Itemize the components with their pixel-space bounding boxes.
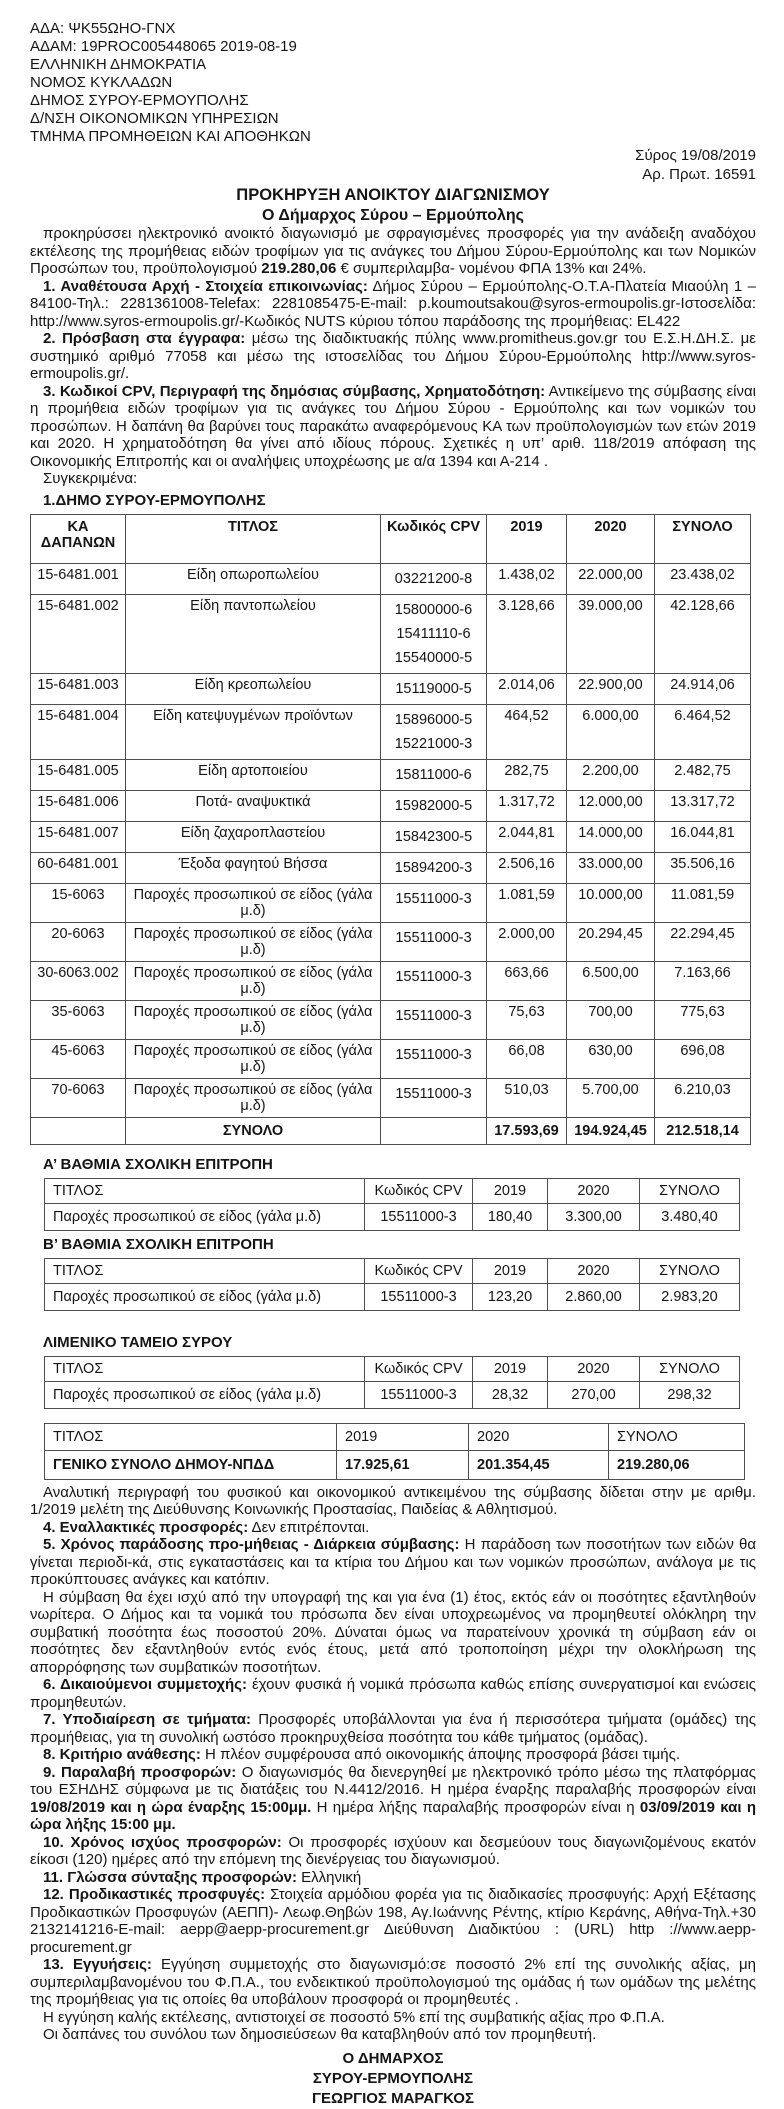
section-5 (30, 1536, 756, 1589)
table-cell (381, 759, 487, 790)
section-12 (30, 1886, 756, 1956)
column-header: ΣΥΝΟΛΟ (640, 1356, 740, 1381)
study-reference-paragraph (30, 1484, 756, 1519)
section-3 (30, 383, 756, 471)
document-subtitle: Ο Δήμαρχος Σύρου – Ερμούπολης (262, 207, 524, 224)
table-cell: Παροχές προσωπικού σε είδος (γάλα μ.δ) (126, 961, 381, 1000)
table-row (31, 922, 751, 961)
table-cell: 15-6481.003 (31, 673, 126, 704)
section-11 (30, 1869, 756, 1887)
table-cell: 700,00 (567, 1000, 655, 1039)
cpv-code: 15511000-3 (395, 890, 472, 907)
bold-text: 219.280,06 (261, 260, 337, 277)
table-cell: 42.128,66 (655, 594, 751, 673)
text: € συμπεριλαμβα- νομένου ΦΠΑ 13% και 24%. (336, 260, 647, 277)
table-cell: Παροχές προσωπικού σε είδος (γάλα μ.δ) (45, 1381, 365, 1408)
text: Οι δαπάνες του συνόλου των δημοσιεύσεων θα καταβληθούν από τον προμηθευτή. (43, 2026, 597, 2043)
text: Δήμος Σύρου – Ερμούπολης-Ο.Τ.Α-Πλατεία Μιαούλη 1 –84100-Τηλ.: 2281361008-Telefax: 2281085475-E-mail: p.koumoutsakou@syros-ermoupolis.gr-Ιστοσελίδα: http://www.syros-ermoupolis.gr/-Κωδικός NUTS κύριου τόπου παράδοσης της προμήθειας: EL422 (30, 277, 756, 330)
table-cell: 17.925,61 (337, 1450, 469, 1479)
table-cell: 75,63 (487, 1000, 567, 1039)
column-header: 2019 (473, 1258, 548, 1283)
cpv-code: 15811000-6 (395, 766, 472, 783)
table-cell: 30-6063.002 (31, 961, 126, 1000)
text: Δεν επιτρέπονται. (248, 1518, 370, 1536)
table-cell (31, 1117, 126, 1144)
table-row (31, 883, 751, 922)
header-row (45, 1423, 745, 1450)
cpv-code: 15982000-5 (394, 797, 473, 814)
table-cell: 194.924,45 (567, 1117, 655, 1144)
table-row (31, 563, 751, 594)
section-2 (30, 330, 756, 383)
table-cell (381, 922, 487, 961)
section-1 (30, 278, 756, 331)
table-cell: 15-6063 (31, 883, 126, 922)
table-cell: 15511000-3 (365, 1203, 473, 1230)
table-cell: 1.317,72 (487, 790, 567, 821)
section-8 (30, 1746, 756, 1764)
section-7 (30, 1711, 756, 1746)
table-cell: 696,08 (655, 1039, 751, 1078)
section-10 (30, 1834, 756, 1869)
table-cell: 270,00 (548, 1381, 640, 1408)
table-cell (381, 790, 487, 821)
text: Εγγύηση συμμετοχής στο διαγωνισμό:σε ποσοστό 2% επί της συνολικής αξίας, μη συμπεριλαμβανομένου του Φ.Π.Α., του ενδεικτικού προϋπολογισμού της ομάδας ή των ομάδων της μελέτης της προμήθειας για τις οποίες θα υποβάλουν προσφορά οι προμηθευτές . (30, 1956, 756, 2008)
table-cell: 15511000-3 (365, 1283, 473, 1310)
column-header: Κωδικός CPV (381, 514, 487, 563)
section-4 (30, 1519, 756, 1537)
table-cell: Είδη κατεψυγμένων προϊόντων (126, 704, 381, 759)
port-fund-table (44, 1356, 740, 1409)
column-header: 2019 (487, 514, 567, 563)
table-cell (381, 961, 487, 1000)
text: προκηρύσσει ηλεκτρονικό ανοικτό διαγωνισμό με σφραγισμένες προσφορές για την ανάδειξη αναδόχου εκτέλεσης της προμήθειας ειδών τροφίμων για τις ανάγκες του Δήμου Σύρου-Ερμούπολης και των Νομικών Προσώπων του, προϋπολογισμού (30, 225, 756, 277)
table-cell (381, 1078, 487, 1117)
table-cell: 20.294,45 (567, 922, 655, 961)
text: Οι προσφορές ισχύουν και δεσμεύουν τους διαγωνιζομένους εκατόν είκοσι (120) ημέρες από την επόμενη της διενέργειας του διαγωνισμού. (30, 1833, 757, 1868)
cpv-code: 15540000-5 (394, 649, 473, 666)
table-cell: ΣΥΝΟΛΟ (126, 1117, 381, 1144)
table-row (31, 759, 751, 790)
table-cell: 12.000,00 (567, 790, 655, 821)
table-row (31, 673, 751, 704)
table-row (31, 790, 751, 821)
table-row (45, 1381, 740, 1408)
table-cell (381, 1000, 487, 1039)
table-cell: 22.294,45 (655, 922, 751, 961)
cpv-code: 15511000-3 (395, 1085, 472, 1102)
column-header: 2020 (469, 1423, 609, 1450)
table-row (31, 961, 751, 1000)
table-cell: 180,40 (473, 1203, 548, 1230)
table-cell: 3.300,00 (548, 1203, 640, 1230)
table-cell: 15-6481.007 (31, 821, 126, 852)
signature-name: ΓΕΩΡΓΙΟΣ ΜΑΡΑΓΚΟΣ (312, 2089, 474, 2107)
header-row (45, 1356, 740, 1381)
table-cell: 2.482,75 (655, 759, 751, 790)
table-cell: Παροχές προσωπικού σε είδος (γάλα μ.δ) (126, 1000, 381, 1039)
column-header: ΣΥΝΟΛΟ (640, 1258, 740, 1283)
table-cell: 630,00 (567, 1039, 655, 1078)
table-cell: 219.280,06 (609, 1450, 745, 1479)
primary-school-committee-table (44, 1178, 740, 1231)
cpv-code: 15119000-5 (395, 680, 472, 697)
text: Ελληνική (296, 1868, 362, 1886)
table-cell: Παροχές προσωπικού σε είδος (γάλα μ.δ) (45, 1283, 365, 1310)
table-cell: 15-6481.004 (31, 704, 126, 759)
column-header: Κωδικός CPV (365, 1356, 473, 1381)
table-cell: 24.914,06 (655, 673, 751, 704)
secondary-school-committee-table (44, 1258, 740, 1311)
table-cell: 35-6063 (31, 1000, 126, 1039)
table-cell (381, 594, 487, 673)
table-cell: 2.200,00 (567, 759, 655, 790)
table-cell: 39.000,00 (567, 594, 655, 673)
table-cell: Παροχές προσωπικού σε είδος (γάλα μ.δ) (126, 883, 381, 922)
text: Η παράδοση των ποσοτήτων των ειδών θα γίνεται περιοδι-κά, στις εγκαταστάσεις και τα κτίρια του Δήμου και των νομικών προσώπων, ανάλογα με τις προκύπτουσες ανάγκες και κατόπιν. (30, 1536, 756, 1588)
table-cell: 6.464,52 (655, 704, 751, 759)
bold-text: 4. Εναλλακτικές προσφορές: (43, 1518, 249, 1536)
bold-text: 2. Πρόσβαση στα έγγραφα: (43, 330, 246, 347)
table-cell (381, 821, 487, 852)
bold-text: 10. Χρόνος ισχύος προσφορών: (43, 1833, 282, 1851)
text: Ο διαγωνισμός θα διενεργηθεί με ηλεκτρονικό τρόπο μέσω της πλατφόρμας του ΕΣΗΔΗΣ σύμφωνα με τις διατάξεις του Ν.4412/2016. Η ημέρα έναρξης παραλαβής προσφορών είναι (30, 1763, 757, 1798)
text: Προσφορές υποβάλλονται για ένα ή περισσότερα τμήματα (ομάδες) της προμήθειας, για τη συνολική ωστόσο προκηρυχθείσα ποσότητα του κάθε τμήματος (ομάδας). (30, 1711, 756, 1746)
cpv-code: 03221200-8 (394, 570, 473, 587)
column-header: Κωδικός CPV (365, 1178, 473, 1203)
bold-text: 3. Κωδικοί CPV, Περιγραφή της δημόσιας σύμβασης, Χρηματοδότηση: (43, 382, 546, 400)
section-5-continued (30, 1589, 756, 1677)
org-line-prefecture: ΝΟΜΟΣ ΚΥΚΛΑΔΩΝ (30, 74, 173, 91)
table-row (31, 1000, 751, 1039)
cpv-code: 15511000-3 (395, 1007, 472, 1024)
table-cell (381, 704, 487, 759)
signature-block (30, 2049, 756, 2109)
table-row (31, 1078, 751, 1117)
port-fund-heading: ΛΙΜΕΝΙΚΟ ΤΑΜΕΙΟ ΣΥΡΟΥ (43, 1333, 233, 1351)
section-6 (30, 1676, 756, 1711)
table-cell: 1.081,59 (487, 883, 567, 922)
table-row (31, 821, 751, 852)
table-cell: 775,63 (655, 1000, 751, 1039)
text: Αναλυτική περιγραφή του φυσικού και οικονομικού αντικειμένου της σύμβασης δίδεται στην με αριθμ. 1/2019 μελέτη της Διεύθυνσης Κοινωνικής Προστασίας, Παιδείας & Αθλητισμού. (30, 1483, 756, 1518)
table-cell: 10.000,00 (567, 883, 655, 922)
table-cell: 15-6481.006 (31, 790, 126, 821)
bold-text: 11. Γλώσσα σύνταξης προσφορών: (43, 1868, 297, 1886)
table-cell: 510,03 (487, 1078, 567, 1117)
column-header: 2020 (548, 1356, 640, 1381)
table-cell: 2.983,20 (640, 1283, 740, 1310)
table-cell: Είδη οπωροπωλείου (126, 563, 381, 594)
bold-text: 19/08/2019 και η ώρα έναρξης 15:00μμ. (30, 1798, 312, 1816)
table-cell: 464,52 (487, 704, 567, 759)
bold-text: 9. Παραλαβή προσφορών: (43, 1763, 237, 1781)
column-header: 2020 (548, 1258, 640, 1283)
table-cell: 15511000-3 (365, 1381, 473, 1408)
table-cell: 282,75 (487, 759, 567, 790)
table-cell: 3.480,40 (640, 1203, 740, 1230)
intro-paragraph (30, 225, 756, 278)
column-header: ΣΥΝΟΛΟ (609, 1423, 745, 1450)
bold-text: 03/09/2019 και η ώρα λήξης 15:00 μμ. (30, 1798, 757, 1833)
cpv-code: 15511000-3 (395, 1046, 472, 1063)
column-header: 2019 (337, 1423, 469, 1450)
bold-text: 1. Αναθέτουσα Αρχή - Στοιχεία επικοινωνίας: (43, 277, 368, 295)
bold-text: 7. Υποδιαίρεση σε τμήματα: (43, 1711, 251, 1728)
table-cell: Παροχές προσωπικού σε είδος (γάλα μ.δ) (126, 1039, 381, 1078)
table-cell: 2.000,00 (487, 922, 567, 961)
table-cell: 35.506,16 (655, 852, 751, 883)
bold-text: 12. Προδικαστικές προσφυγές: (43, 1886, 266, 1903)
cpv-code: 15221000-3 (394, 735, 473, 752)
table-row (45, 1203, 740, 1230)
table-cell (381, 852, 487, 883)
section-13-publication-costs (30, 2026, 756, 2044)
table-cell: 15-6481.005 (31, 759, 126, 790)
column-header: 2019 (473, 1178, 548, 1203)
table-cell: 13.317,72 (655, 790, 751, 821)
text: μέσω της διαδικτυακής πύλης www.promitheus.gov.gr του Ε.Σ.Η.ΔΗ.Σ. με συστημικό αριθμό 77058 και μέσω της ιστοσελίδας του Δήμου Σύρου-Ερμούπολης http://www.syros-ermoupolis.gr/. (30, 330, 756, 382)
table-cell: 15-6481.002 (31, 594, 126, 673)
table-cell: Έξοδα φαγητού Βήσσα (126, 852, 381, 883)
org-line-directorate: Δ/ΝΣΗ ΟΙΚΟΝΟΜΙΚΩΝ ΥΠΗΡΕΣΙΩΝ (30, 110, 279, 127)
table-row (31, 1039, 751, 1078)
header-row (31, 514, 751, 563)
signature-role: Ο ΔΗΜΑΡΧΟΣ (342, 2049, 444, 2067)
org-line-department: ΤΜΗΜΑ ΠΡΟΜΗΘΕΙΩΝ ΚΑΙ ΑΠΟΘΗΚΩΝ (30, 128, 311, 145)
header-row (45, 1178, 740, 1203)
table-cell: 11.081,59 (655, 883, 751, 922)
cpv-code: 15511000-3 (395, 929, 472, 946)
secondary-school-committee-heading: Β’ ΒΑΘΜΙΑ ΣΧΟΛΙΚΗ ΕΠΙΤΡΟΠΗ (43, 1235, 274, 1253)
table-cell (381, 673, 487, 704)
table-cell: 17.593,69 (487, 1117, 567, 1144)
table-cell: Είδη αρτοποιείου (126, 759, 381, 790)
table-cell: 123,20 (473, 1283, 548, 1310)
column-header: ΤΙΤΛΟΣ (45, 1356, 365, 1381)
table-cell: 6.500,00 (567, 961, 655, 1000)
section-13-good-execution (30, 2009, 756, 2027)
table-row (45, 1283, 740, 1310)
table-cell: Είδη ζαχαροπλαστείου (126, 821, 381, 852)
text: Αντικείμενο της σύμβασης είναι η προμήθεια ειδών τροφίμων για τις ανάγκες του Δήμου Σύρου - Ερμούπολης και των νομικών του προσώπων. Η δαπάνη θα βαρύνει τους παρακάτω αναφερόμενους ΚΑ των προϋπολογισμών των ετών 2019 και 2020. Η χρηματοδότηση θα γίνει από ιδίους πόρους. Σχετικές η υπ’ αριθ. 118/2019 απόφαση της Οικονομικής Επιτροπής και οι αναλήψεις υποχρέωσης με α/α 1394 και Α-214 . (30, 382, 756, 470)
text: Στοιχεία αρμόδιου φορέα για τις διαδικασίες προσφυγής: Αρχή Εξέτασης Προδικαστικών Προσφυγών (ΑΕΠΠ)- Λεωφ.Θηβών 198, Αγ.Ιωάννης Ρέντης, κτίριο Κεράνης, Αθήνα-Τηλ.+30 2132141216-E-mail: aepp@aepp-procurement.gr Διεύθυνση Διαδικτύου : (URL) http ://www.aepp-procurement.gr (30, 1886, 756, 1956)
municipality-table-heading: 1.ΔΗΜΟ ΣΥΡΟΥ-ΕΡΜΟΥΠΟΛΗΣ (43, 491, 266, 509)
table-cell: 7.163,66 (655, 961, 751, 1000)
table-cell: 2.506,16 (487, 852, 567, 883)
table-cell: 66,08 (487, 1039, 567, 1078)
text: Η ημέρα λήξης παραλαβής προσφορών είναι η (311, 1798, 640, 1816)
table-cell: 3.128,66 (487, 594, 567, 673)
text: Η εγγύηση καλής εκτέλεσης, αντιστοιχεί σε ποσοστό 5% επί της συμβατικής αξίας προ Φ.Π.Α. (43, 2008, 665, 2026)
org-line-country: ΕΛΛΗΝΙΚΗ ΔΗΜΟΚΡΑΤΙΑ (30, 56, 207, 73)
table-row (31, 852, 751, 883)
column-header: Κωδικός CPV (365, 1258, 473, 1283)
table-cell: Παροχές προσωπικού σε είδος (γάλα μ.δ) (126, 922, 381, 961)
place-date: Σύρος 19/08/2019 (635, 147, 756, 164)
column-header: ΤΙΤΛΟΣ (126, 514, 381, 563)
bold-text: 13. Εγγυήσεις: (43, 1956, 152, 1973)
table-cell (381, 1117, 487, 1144)
text: Η σύμβαση θα έχει ισχύ από την υπογραφή της και για ένα (1) έτος, εκτός εάν οι ποσότητες εξαντληθούν νωρίτερα. Ο Δήμος και τα νομικά του πρόσωπα δεν είναι υποχρεωμένος να προμηθευτεί ολόκληρη την συμβατική ποσότητα έως ποσοστού 20%. Δύναται όμως να παρατείνουν χρονικά τη σύμβαση εάν οι ποσότητες δεν εξαντληθούν εντός ενός έτους, μετά από τροποποίηση μέχρι την ολοκλήρωση της απορρόφησης των συμβατικών ποσοτήτων. (30, 1588, 756, 1676)
column-header: 2019 (473, 1356, 548, 1381)
cpv-code: 15511000-3 (395, 968, 472, 985)
column-header: ΣΥΝΟΛΟ (655, 514, 751, 563)
table-cell: 2.014,06 (487, 673, 567, 704)
bold-text: 8. Κριτήριο ανάθεσης: (43, 1746, 201, 1763)
table-cell (381, 1039, 487, 1078)
primary-school-committee-heading: Α’ ΒΑΘΜΙΑ ΣΧΟΛΙΚΗ ΕΠΙΤΡΟΠΗ (43, 1155, 273, 1173)
lead-in (30, 470, 756, 488)
text: Η πλέον συμφέρουσα από οικονομικής άποψης προσφορά βάσει τιμής. (200, 1746, 681, 1763)
adam-line: ΑΔΑΜ: 19PROC005448065 2019-08-19 (30, 38, 297, 55)
column-header: 2020 (567, 514, 655, 563)
table-cell: 212.518,14 (655, 1117, 751, 1144)
table-cell: 6.210,03 (655, 1078, 751, 1117)
bold-text: 5. Χρόνος παράδοσης προ-μήθειας - Διάρκεια σύμβασης: (43, 1536, 460, 1553)
table-cell: 663,66 (487, 961, 567, 1000)
table-cell: 28,32 (473, 1381, 548, 1408)
signature-municipality: ΣΥΡΟΥ-ΕΡΜΟΥΠΟΛΗΣ (312, 2069, 474, 2087)
table-cell: Παροχές προσωπικού σε είδος (γάλα μ.δ) (126, 1078, 381, 1117)
table-cell: 201.354,45 (469, 1450, 609, 1479)
table-cell: 15-6481.001 (31, 563, 126, 594)
table-cell (381, 883, 487, 922)
table-cell: Παροχές προσωπικού σε είδος (γάλα μ.δ) (45, 1203, 365, 1230)
org-line-municipality: ΔΗΜΟΣ ΣΥΡΟΥ-ΕΡΜΟΥΠΟΛΗΣ (30, 92, 249, 109)
cpv-code: 15800000-6 (394, 601, 473, 618)
table-cell: 1.438,02 (487, 563, 567, 594)
table-row (31, 1117, 751, 1144)
cpv-code: 15896000-5 (394, 711, 473, 728)
table-cell: Είδη παντοπωλείου (126, 594, 381, 673)
table-cell: 22.900,00 (567, 673, 655, 704)
column-header: 2020 (548, 1178, 640, 1203)
table-row (45, 1450, 745, 1479)
table-cell: 2.044,81 (487, 821, 567, 852)
column-header: ΤΙΤΛΟΣ (45, 1423, 337, 1450)
protocol-number: Αρ. Πρωτ. 16591 (642, 166, 756, 183)
table-cell: ΓΕΝΙΚΟ ΣΥΝΟΛΟ ΔΗΜΟΥ-ΝΠΔΔ (45, 1450, 337, 1479)
table-cell: 70-6063 (31, 1078, 126, 1117)
table-cell: 16.044,81 (655, 821, 751, 852)
column-header: ΚΑ ΔΑΠΑΝΩΝ (31, 514, 126, 563)
ada-line: ΑΔΑ: ΨΚ55ΩΗΟ-ΓΝΧ (30, 20, 176, 37)
table-cell: 298,32 (640, 1381, 740, 1408)
municipality-cost-table (30, 514, 751, 1145)
table-cell: 33.000,00 (567, 852, 655, 883)
table-row (31, 594, 751, 673)
section-9 (30, 1764, 756, 1834)
table-cell: 5.700,00 (567, 1078, 655, 1117)
grand-total-table (44, 1423, 745, 1480)
column-header: ΣΥΝΟΛΟ (640, 1178, 740, 1203)
column-header: ΤΙΤΛΟΣ (45, 1178, 365, 1203)
text: Συγκεκριμένα: (43, 470, 138, 487)
table-cell: 60-6481.001 (31, 852, 126, 883)
table-cell: 23.438,02 (655, 563, 751, 594)
table-cell: 20-6063 (31, 922, 126, 961)
document-body (30, 225, 756, 2044)
table-cell: Είδη κρεοπωλείου (126, 673, 381, 704)
bold-text: 6. Δικαιούμενοι συμμετοχής: (43, 1676, 247, 1693)
cpv-code: 15842300-5 (394, 828, 473, 845)
table-cell: Ποτά- αναψυκτικά (126, 790, 381, 821)
document-title: ΠΡΟΚΗΡΥΞΗ ΑΝΟΙΚΤΟΥ ΔΙΑΓΩΝΙΣΜΟΥ (236, 186, 550, 204)
table-cell: 6.000,00 (567, 704, 655, 759)
text: έχουν φυσικά ή νομικά πρόσωπα καθώς επίσης συνεργατισμοί και ενώσεις προμηθευτών. (30, 1676, 756, 1711)
table-cell: 45-6063 (31, 1039, 126, 1078)
table-cell: 14.000,00 (567, 821, 655, 852)
section-13 (30, 1956, 756, 2009)
cpv-code: 15894200-3 (394, 859, 473, 876)
table-cell: 22.000,00 (567, 563, 655, 594)
cpv-code: 15411110-6 (396, 625, 471, 642)
column-header: ΤΙΤΛΟΣ (45, 1258, 365, 1283)
header-row (45, 1258, 740, 1283)
table-cell (381, 563, 487, 594)
table-cell: 2.860,00 (548, 1283, 640, 1310)
table-row (31, 704, 751, 759)
